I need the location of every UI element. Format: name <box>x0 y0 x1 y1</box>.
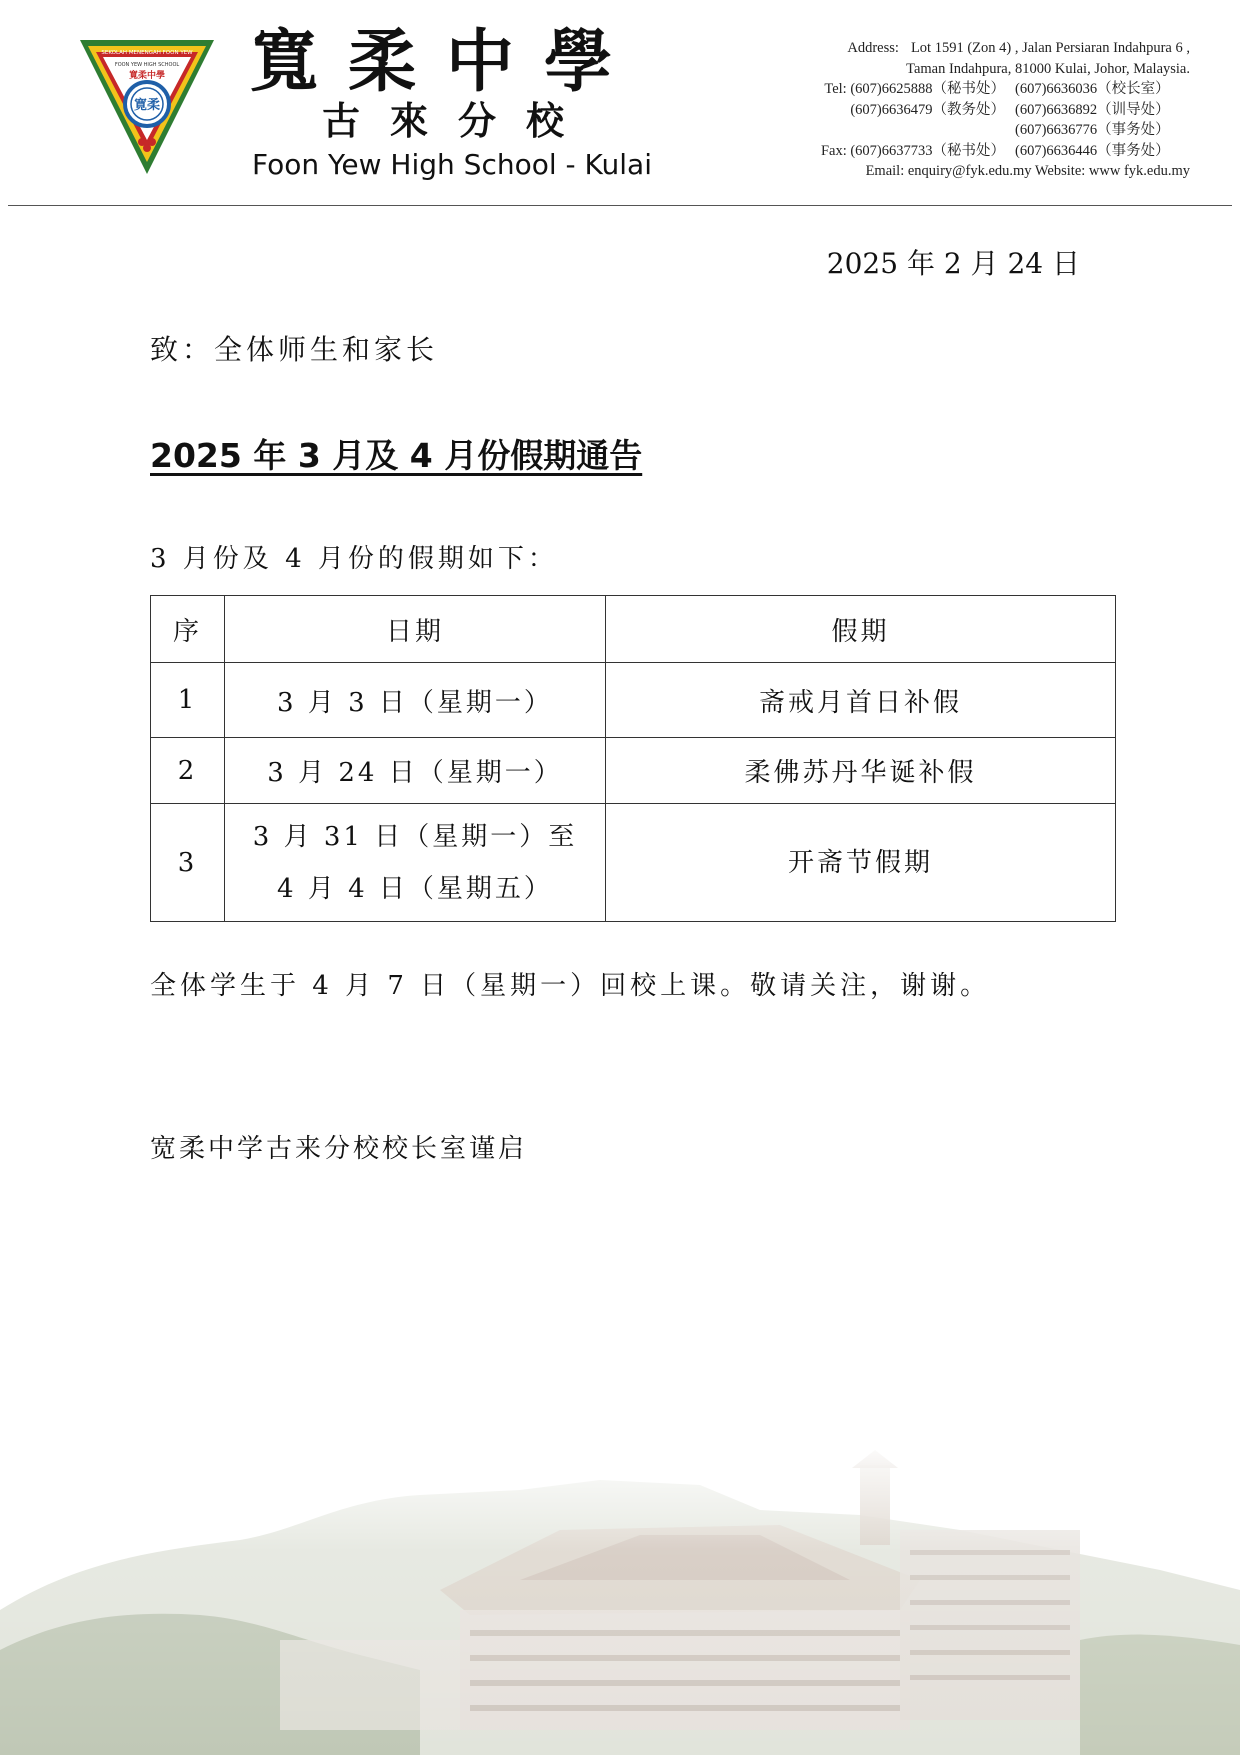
email-website: Email: enquiry@fyk.edu.my Website: www fyk.edu.my <box>865 163 1190 179</box>
crest-cn-text: 寬柔中學 <box>128 71 166 81</box>
notice-title: 2025 年 3 月及 4 月份假期通告 <box>150 436 643 475</box>
row-holiday: 斋戒月首日补假 <box>606 663 1116 738</box>
crest-ring-text: SEKOLAH MENENGAH FOON YEW <box>101 50 193 56</box>
intro-text: 3 月份及 4 月份的假期如下： <box>150 544 558 574</box>
row-date: 3 月 31 日（星期一）至 4 月 4 日（星期五） <box>225 804 606 922</box>
return-note: 全体学生于 4 月 7 日（星期一）回校上课。敬请关注，谢谢。 <box>150 971 991 1001</box>
campus-photo-watermark <box>0 1440 1240 1755</box>
letterhead-divider <box>8 205 1232 206</box>
table-row <box>151 738 1116 804</box>
row-date: 3 月 3 日（星期一） <box>225 663 606 738</box>
school-english-name: Foon Yew High School - Kulai <box>252 148 652 181</box>
school-crest-icon <box>76 34 218 179</box>
row-holiday: 开斋节假期 <box>606 804 1116 922</box>
table-header-row <box>151 596 1116 663</box>
holiday-table <box>150 595 1116 922</box>
salutation: 致：全体师生和家长 <box>150 333 439 366</box>
signature: 宽柔中学古来分校校长室谨启 <box>150 1134 528 1164</box>
school-chinese-name: 寬柔中學 <box>250 22 643 102</box>
row-holiday: 柔佛苏丹华诞补假 <box>606 738 1116 804</box>
address-line-2: Taman Indahpura, 81000 Kulai, Johor, Malaysia. <box>906 60 1190 77</box>
school-branch-name: 古來分校 <box>322 98 595 143</box>
notice-date: 2025 年 2 月 24 日 <box>826 247 1080 280</box>
crest-sub-text: FOON YEW HIGH SCHOOL <box>114 62 180 68</box>
header-date: 日期 <box>225 596 606 663</box>
address-label: Address: <box>847 40 899 56</box>
phone-row: (607)6636479（教务处） (607)6636892（训导处） <box>850 101 1170 118</box>
row-date: 3 月 24 日（星期一） <box>225 738 606 804</box>
header-holiday: 假期 <box>606 596 1116 663</box>
table-row <box>151 804 1116 922</box>
table-row <box>151 663 1116 738</box>
letterhead <box>0 0 1240 210</box>
row-number: 2 <box>151 738 225 804</box>
phone-row: (607)6636776（事务处） <box>1015 122 1170 138</box>
fax-row: Fax: (607)6637733（秘书处） (607)6636446（事务处） <box>820 142 1170 159</box>
header-no: 序 <box>151 596 225 663</box>
crest-seal-text: 寛柔 <box>133 98 161 113</box>
address-line-1: Lot 1591 (Zon 4) , Jalan Persiaran Indahpura 6 , <box>910 40 1190 56</box>
row-number: 3 <box>151 804 225 922</box>
contact-block <box>750 38 1190 182</box>
row-number: 1 <box>151 663 225 738</box>
phone-row: Tel: (607)6625888（秘书处） (607)6636036（校长室） <box>824 81 1170 97</box>
